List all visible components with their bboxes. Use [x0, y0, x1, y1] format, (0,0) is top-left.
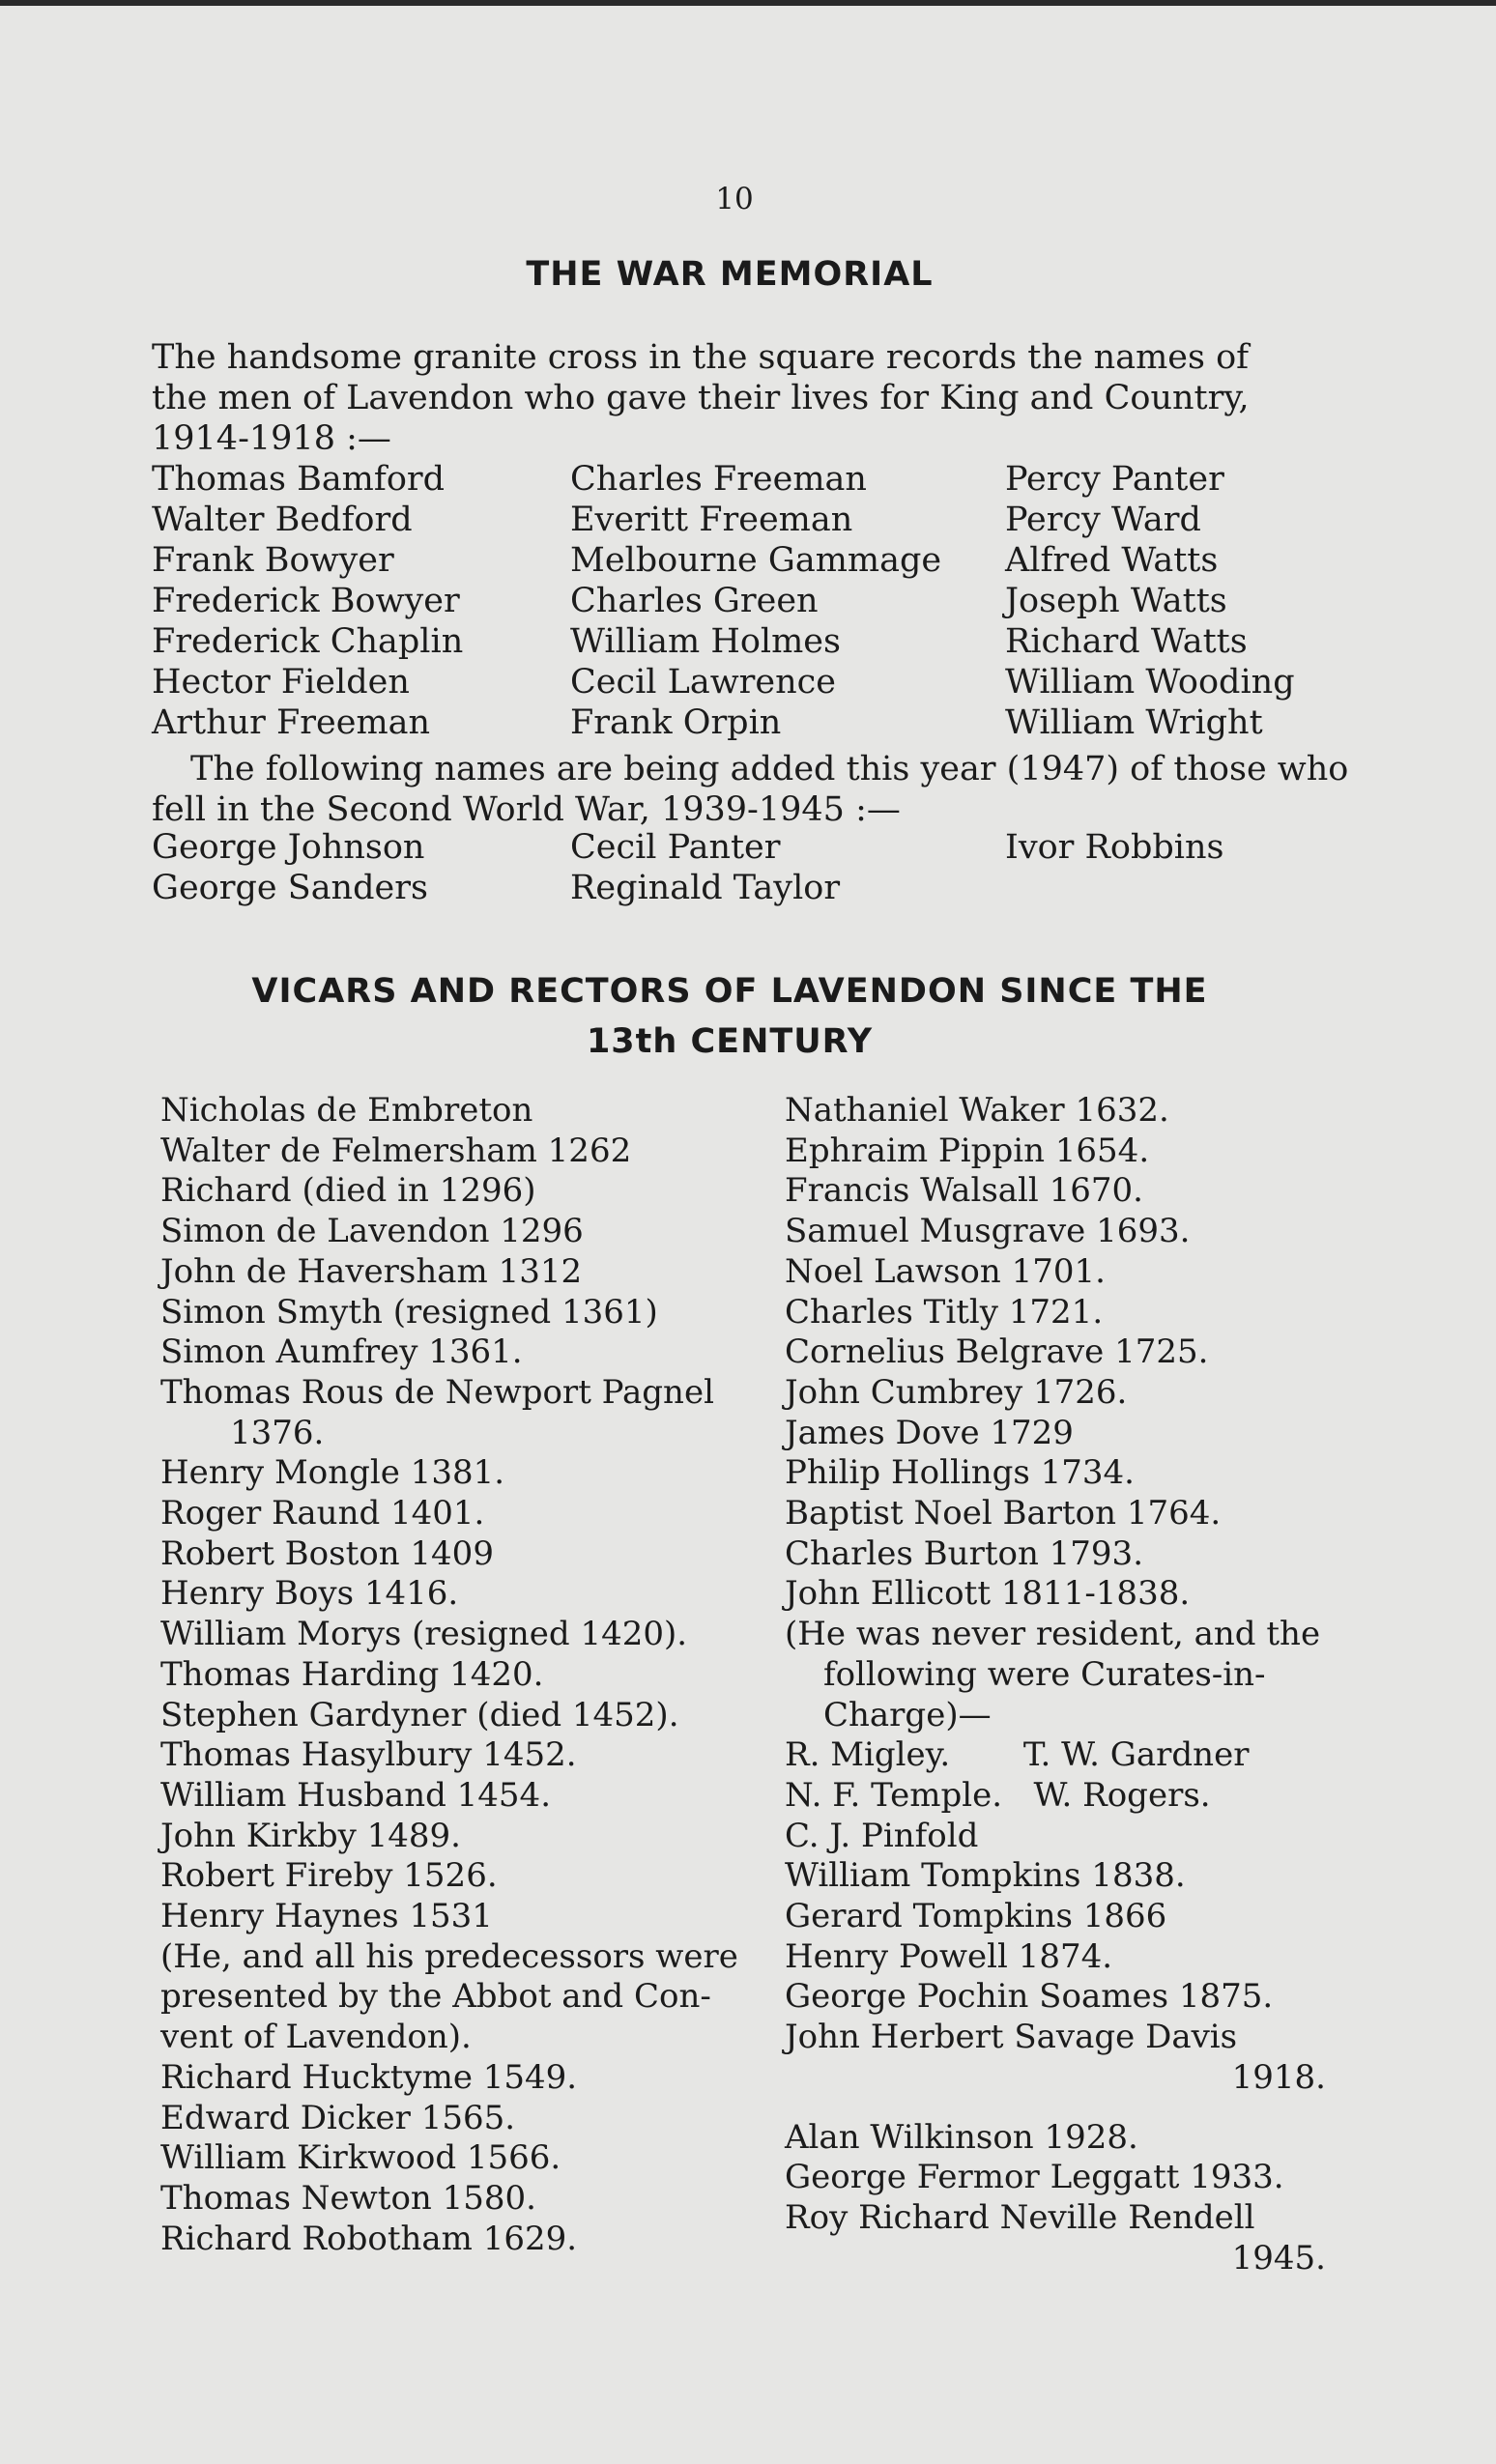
ww2-name: Ivor Robbins — [1005, 828, 1224, 867]
ww1-name: Richard Watts — [1005, 622, 1248, 661]
vicars-right-column — [785, 1091, 1326, 2278]
ww2-name: Cecil Panter — [570, 828, 781, 867]
war-memorial-intro-line-2: the men of Lavendon who gave their lives for King and Country, — [152, 379, 1250, 417]
vicar-entry: Nathaniel Waker 1632. — [785, 1091, 1169, 1130]
ww2-intro-line-2: fell in the Second World War, 1939-1945 :— — [152, 790, 901, 829]
ww1-name: Frank Orpin — [570, 703, 782, 742]
vicar-entry: Henry Haynes 1531 — [160, 1897, 493, 1936]
vicar-entry: Richard Robotham 1629. — [160, 2219, 578, 2258]
vicar-entry: Richard Hucktyme 1549. — [160, 2057, 578, 2097]
vicar-entry: William Kirkwood 1566. — [160, 2138, 561, 2178]
ww1-name: Charles Green — [570, 582, 819, 620]
war-memorial-title: THE WAR MEMORIAL — [526, 255, 934, 294]
war-memorial-intro-line-1: The handsome granite cross in the square records the names of — [152, 338, 1250, 377]
vicar-entry: Cornelius Belgrave 1725. — [785, 1332, 1209, 1372]
vicar-entry: George Fermor Leggatt 1933. — [785, 2158, 1284, 2197]
vicars-title-line-2: 13th CENTURY — [586, 1022, 874, 1061]
ww1-name: William Wright — [1005, 703, 1263, 742]
vicar-entry: Gerard Tompkins 1866 — [785, 1897, 1167, 1936]
vicar-entry: William Husband 1454. — [160, 1775, 551, 1815]
vicar-entry-continuation: 1376. — [230, 1413, 325, 1452]
vicar-entry: Charles Burton 1793. — [785, 1533, 1143, 1573]
vicar-entry: Thomas Rous de Newport Pagnel — [160, 1372, 714, 1412]
vicar-note: presented by the Abbot and Con- — [160, 1977, 711, 2017]
vicar-entry: Samuel Musgrave 1693. — [785, 1212, 1191, 1251]
page-top-edge — [0, 0, 1496, 6]
ww1-name: Arthur Freeman — [152, 703, 431, 742]
vicar-entry: William Morys (resigned 1420). — [160, 1615, 688, 1654]
vicar-entry: John Ellicott 1811-1838. — [785, 1574, 1191, 1614]
ww2-names-column-2 — [570, 827, 840, 908]
vicar-entry: John Kirkby 1489. — [160, 1816, 461, 1855]
vicar-entry: Nicholas de Embreton — [160, 1091, 533, 1130]
curates-entry: R. Migley. T. W. Gardner — [785, 1735, 1250, 1775]
vicar-entry: Robert Boston 1409 — [160, 1533, 494, 1573]
ww1-name: Frederick Chaplin — [152, 622, 464, 661]
vicar-entry: William Tompkins 1838. — [785, 1856, 1186, 1896]
vicars-left-column — [160, 1091, 740, 2259]
ww2-name: George Sanders — [152, 869, 428, 907]
page-number: 10 — [715, 182, 754, 216]
ww2-name: Reginald Taylor — [570, 869, 841, 907]
ww1-name: William Wooding — [1005, 663, 1295, 702]
ww1-name: Walter Bedford — [152, 501, 413, 539]
ww1-name: William Holmes — [570, 622, 841, 661]
ww2-intro-line-1: The following names are being added this year (1947) of those who — [190, 750, 1349, 788]
vicar-entry: John de Haversham 1312 — [160, 1251, 583, 1291]
vicar-entry: Roger Raund 1401. — [160, 1494, 485, 1533]
curates-entry: C. J. Pinfold — [785, 1816, 979, 1855]
vicar-entry: Walter de Felmersham 1262 — [160, 1131, 632, 1170]
vicar-entry: Alan Wilkinson 1928. — [785, 2117, 1138, 2157]
ww1-name: Hector Fielden — [152, 663, 410, 702]
vicar-entry: Henry Powell 1874. — [785, 1936, 1113, 1976]
vicar-entry: James Dove 1729 — [785, 1413, 1074, 1452]
vicar-entry-continuation: 1918. — [1231, 2057, 1326, 2097]
vicar-note: (He, and all his predecessors were — [160, 1936, 738, 1976]
ww2-names-column-1 — [152, 827, 428, 908]
curates-entry: N. F. Temple. W. Rogers. — [785, 1775, 1211, 1815]
vicar-entry: Stephen Gardyner (died 1452). — [160, 1695, 679, 1734]
vicar-entry: Edward Dicker 1565. — [160, 2098, 516, 2137]
vicar-note: Charge)— — [823, 1695, 992, 1734]
ww1-name: Frederick Bowyer — [152, 582, 460, 620]
vicar-entry: Henry Boys 1416. — [160, 1574, 459, 1614]
vicar-entry: John Herbert Savage Davis — [785, 2018, 1238, 2057]
ww1-names-column-2 — [570, 459, 941, 743]
column-gap — [785, 2099, 1326, 2118]
vicar-entry: Philip Hollings 1734. — [785, 1453, 1135, 1493]
vicar-entry: George Pochin Soames 1875. — [785, 1977, 1274, 2017]
ww1-names-column-1 — [152, 459, 463, 743]
vicar-entry: Charles Titly 1721. — [785, 1292, 1104, 1332]
ww1-name: Thomas Bamford — [152, 460, 446, 499]
vicar-entry: Henry Mongle 1381. — [160, 1453, 505, 1493]
ww1-name: Frank Bowyer — [152, 541, 394, 580]
ww1-name: Cecil Lawrence — [570, 663, 836, 702]
vicar-entry: Robert Fireby 1526. — [160, 1856, 498, 1896]
ww1-name: Charles Freeman — [570, 460, 867, 499]
vicar-note: (He was never resident, and the — [785, 1615, 1321, 1654]
vicar-entry: Thomas Newton 1580. — [160, 2178, 536, 2218]
ww1-name: Percy Panter — [1005, 460, 1224, 499]
vicar-entry: Simon Smyth (resigned 1361) — [160, 1292, 658, 1332]
vicar-entry: Thomas Harding 1420. — [160, 1654, 544, 1694]
vicar-entry: Ephraim Pippin 1654. — [785, 1131, 1150, 1170]
vicar-note: vent of Lavendon). — [160, 2018, 472, 2057]
ww1-name: Alfred Watts — [1005, 541, 1219, 580]
vicar-entry: Simon Aumfrey 1361. — [160, 1332, 523, 1372]
vicar-note: following were Curates-in- — [823, 1654, 1266, 1694]
ww1-name: Melbourne Gammage — [570, 541, 942, 580]
vicar-entry: Simon de Lavendon 1296 — [160, 1212, 584, 1251]
vicar-entry: Baptist Noel Barton 1764. — [785, 1494, 1222, 1533]
ww2-names-column-3 — [1005, 827, 1223, 868]
ww1-name: Joseph Watts — [1005, 582, 1227, 620]
vicar-entry: Roy Richard Neville Rendell — [785, 2197, 1255, 2237]
ww1-names-column-3 — [1005, 459, 1295, 743]
vicars-title-line-1: VICARS AND RECTORS OF LAVENDON SINCE THE — [251, 972, 1208, 1011]
vicar-entry: Thomas Hasylbury 1452. — [160, 1735, 577, 1775]
vicar-entry: Francis Walsall 1670. — [785, 1171, 1143, 1211]
war-memorial-intro-line-3: 1914-1918 :— — [152, 419, 391, 458]
vicar-entry: Richard (died in 1296) — [160, 1171, 536, 1211]
vicar-entry-continuation: 1945. — [1231, 2238, 1326, 2278]
ww1-name: Everitt Freeman — [570, 501, 853, 539]
ww2-name: George Johnson — [152, 828, 425, 867]
vicar-entry: John Cumbrey 1726. — [785, 1372, 1128, 1412]
vicar-entry: Noel Lawson 1701. — [785, 1251, 1106, 1291]
ww1-name: Percy Ward — [1005, 501, 1201, 539]
